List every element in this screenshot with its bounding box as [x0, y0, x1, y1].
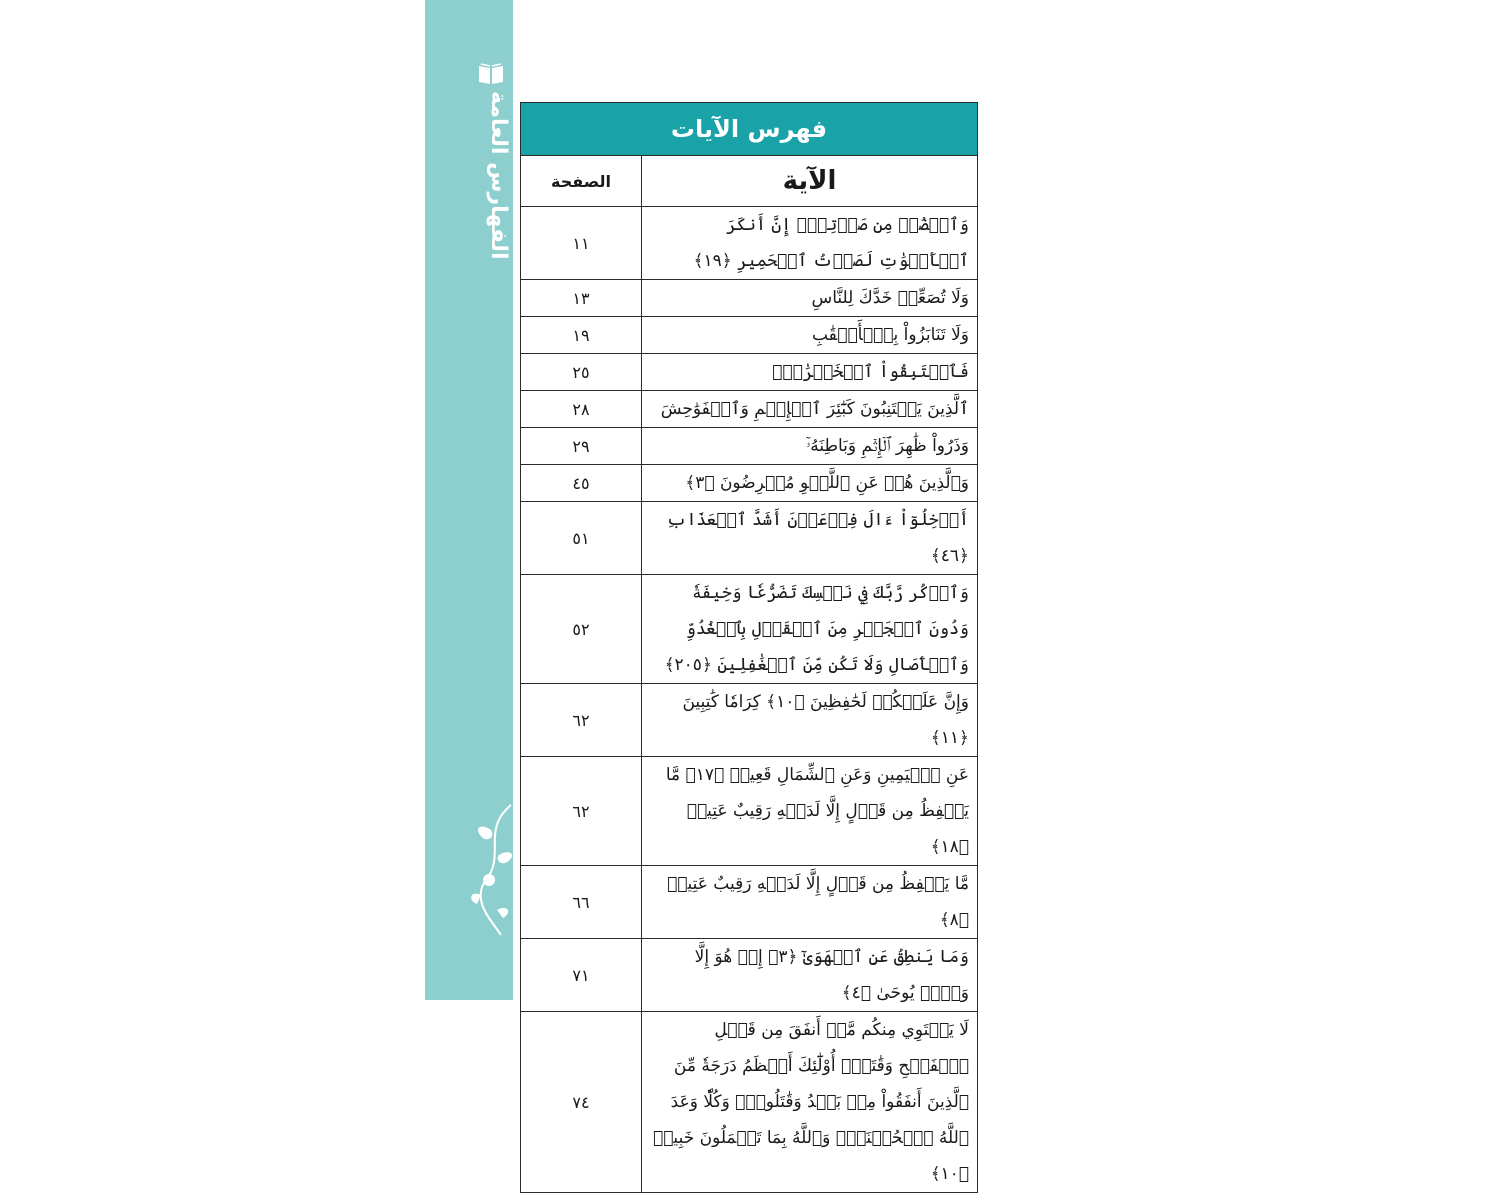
page-cell: ٦٢	[521, 684, 642, 757]
table-row	[521, 757, 978, 866]
side-strip	[425, 0, 513, 1000]
column-header-verse: الآية	[642, 156, 978, 207]
page-cell: ٤٥	[521, 465, 642, 502]
page-cell: ٢٩	[521, 428, 642, 465]
page-cell: ٢٨	[521, 391, 642, 428]
page-cell: ٥١	[521, 502, 642, 575]
book-icon	[477, 62, 505, 86]
page-cell: ٦٢	[521, 757, 642, 866]
table-row	[521, 207, 978, 280]
verses-index-table	[520, 102, 978, 1193]
table-title: فهرس الآيات	[521, 103, 978, 156]
page-cell: ٦٦	[521, 866, 642, 939]
page-cell: ١٩	[521, 317, 642, 354]
table-row	[521, 502, 978, 575]
table-row	[521, 866, 978, 939]
verse-cell: مَّا يَلۡفِظُ مِن قَوۡلٍ إِلَّا لَدَيۡهِ رَقِيبٌ عَتِيدٞ ﴿٨﴾	[642, 866, 978, 939]
page-cell: ٧١	[521, 939, 642, 1012]
page-cell: ٥٢	[521, 575, 642, 684]
table-row	[521, 280, 978, 317]
verse-cell: وَٱذۡكُر رَّبَّكَ فِي نَفۡسِكَ تَضَرُّعٗا وَخِيفَةٗ وَدُونَ ٱلۡجَهۡرِ مِنَ ٱلۡقَوۡلِ بِٱلۡغُدُوِّ وَٱلۡأٓصَالِ وَلَا تَكُن مِّنَ ٱلۡغَٰفِلِينَ ﴿٢٠٥﴾	[642, 575, 978, 684]
verse-cell: أَدۡخِلُوٓاْ ءَالَ فِرۡعَوۡنَ أَشَدَّ ٱلۡعَذَابِ ﴿٤٦﴾	[642, 502, 978, 575]
page-cell: ٢٥	[521, 354, 642, 391]
table-row	[521, 428, 978, 465]
verse-cell: وَذَرُواْ ظَٰهِرَ ٱلۡإِثۡمِ وَبَاطِنَهُۥٓ	[642, 428, 978, 465]
floral-ornament-icon	[461, 800, 513, 940]
verse-cell: وَمَا يَنطِقُ عَنِ ٱلۡهَوَىٰٓ ﴿٣﴾ إِنۡ هُوَ إِلَّا وَحۡيٞ يُوحَىٰ ﴿٤﴾	[642, 939, 978, 1012]
section-title: الفهارس العامة	[486, 91, 511, 260]
verse-cell: فَٱسۡتَبِقُواْ ٱلۡخَيۡرَٰتِۚ	[642, 354, 978, 391]
verse-cell: وَٱغۡضُضۡ مِن صَوۡتِكَۚ إِنَّ أَنكَرَ ٱلۡأَصۡوَٰتِ لَصَوۡتُ ٱلۡحَمِيرِ ﴿١٩﴾	[642, 207, 978, 280]
table-row	[521, 575, 978, 684]
verse-cell: وَلَا تُصَعِّرۡ خَدَّكَ لِلنَّاسِ	[642, 280, 978, 317]
table-row	[521, 1012, 978, 1193]
verse-cell: وَلَا تَنَابَزُواْ بِٱلۡأَلۡقَٰبِ	[642, 317, 978, 354]
column-header-page: الصفحة	[521, 156, 642, 207]
verse-cell: لَا يَسۡتَوِي مِنكُم مَّنۡ أَنفَقَ مِن قَبۡلِ ٱلۡفَتۡحِ وَقَٰتَلَۚ أُوْلَٰٓئِكَ أَعۡظَمُ دَرَجَةٗ مِّنَ ٱلَّذِينَ أَنفَقُواْ مِنۢ بَعۡدُ وَقَٰتَلُواْۚ وَكُلّٗا وَعَدَ ٱللَّهُ ٱلۡحُسۡنَىٰۚ وَٱللَّهُ بِمَا تَعۡمَلُونَ خَبِيرٞ ﴿١٠﴾	[642, 1012, 978, 1193]
verse-cell: ٱلَّذِينَ يَجۡتَنِبُونَ كَبَٰٓئِرَ ٱلۡإِثۡمِ وَٱلۡفَوَٰحِشَ	[642, 391, 978, 428]
page-cell: ٧٤	[521, 1012, 642, 1193]
table-row	[521, 939, 978, 1012]
table-row	[521, 684, 978, 757]
table-row	[521, 317, 978, 354]
verse-cell: وَٱلَّذِينَ هُمۡ عَنِ ٱللَّغۡوِ مُعۡرِضُونَ ﴿٣﴾	[642, 465, 978, 502]
table-row	[521, 354, 978, 391]
table-row	[521, 465, 978, 502]
verse-cell: وَإِنَّ عَلَيۡكُمۡ لَحَٰفِظِينَ ﴿١٠﴾ كِرَامٗا كَٰتِبِينَ ﴿١١﴾	[642, 684, 978, 757]
table-row	[521, 391, 978, 428]
verse-cell: عَنِ ٱلۡيَمِينِ وَعَنِ ٱلشِّمَالِ قَعِيدٞ ﴿١٧﴾ مَّا يَلۡفِظُ مِن قَوۡلٍ إِلَّا لَدَيۡهِ رَقِيبٌ عَتِيدٞ ﴿١٨﴾	[642, 757, 978, 866]
page-cell: ١٣	[521, 280, 642, 317]
page-cell: ١١	[521, 207, 642, 280]
